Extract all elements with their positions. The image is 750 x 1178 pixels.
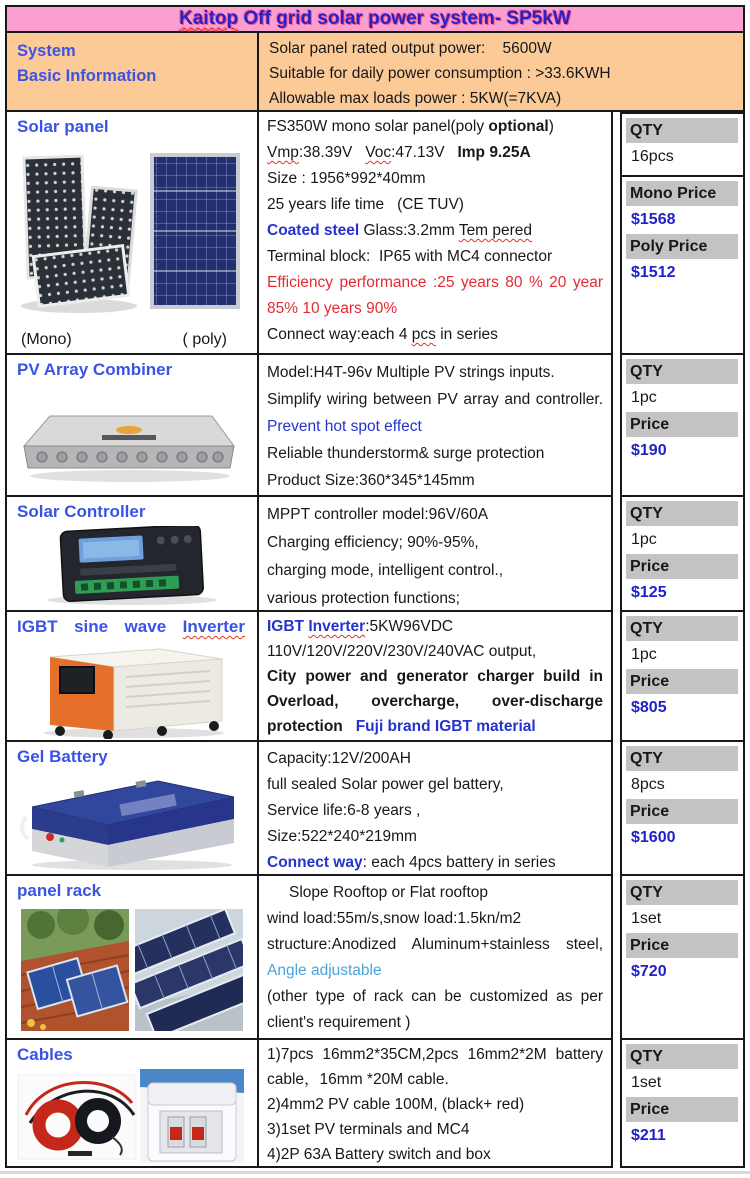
pv-combiner-cell [7, 355, 259, 495]
poly-caption: ( poly) [182, 331, 227, 348]
solar-panel-cell [7, 112, 259, 353]
row-label: Solar panel [17, 117, 109, 136]
spec-line-charger: City power and generator charger build in Overload, overcharge, over-discharge protection Fuji brand IGBT material [267, 668, 603, 735]
spec-line: Simplify wiring between PV array and controller. [267, 391, 603, 408]
pv-combiner-specs [259, 355, 611, 495]
price-value: $211 [631, 1127, 666, 1144]
inverter-qty-box [620, 612, 745, 742]
solar-controller-specs [259, 497, 611, 610]
info-label-line2: Basic Information [17, 67, 157, 85]
qty-header: QTY [626, 359, 738, 384]
spec-line: 1)7pcs 16mm2*35CM,2pcs 16mm2*2M battery cable，16mm *20M cable. [267, 1046, 603, 1088]
spec-line: structure:Anodized Aluminum+stainless steel, [267, 936, 603, 953]
solar-panels-imagewrap [7, 137, 257, 331]
spec-line: various protection functions; [267, 590, 460, 607]
spec-line: 25 years life time (CE TUV) [267, 196, 464, 213]
panel-rack-cell [7, 876, 259, 1038]
spec-line: (other type of rack can be customized as per client's requirement ) [267, 988, 603, 1031]
spec-line: Size:522*240*219mm [267, 828, 417, 845]
spec-line: Connect way:each 4 pcs in series [267, 326, 498, 343]
row-panel-rack [5, 876, 613, 1040]
qty-header: QTY [626, 746, 738, 771]
gel-battery-image [16, 771, 248, 871]
price-value: $125 [631, 584, 667, 601]
rack-qty-box [620, 876, 745, 1040]
battery-qty-box [620, 742, 745, 876]
qty-header: QTY [626, 1044, 738, 1069]
rack-photo-array [135, 909, 243, 1031]
solar-price-box [620, 177, 745, 355]
row-system-basic-information [5, 33, 745, 112]
inverter-cell [7, 612, 259, 740]
price-value: $1600 [631, 829, 676, 846]
page-edge [0, 1171, 750, 1174]
qty-value: 1pc [631, 389, 657, 406]
panel-captions [7, 331, 257, 353]
qty-price-column [620, 112, 745, 1168]
cables-qty-box [620, 1040, 745, 1168]
qty-value: 1pc [631, 646, 657, 663]
spec-line: Angle adjustable [267, 962, 382, 979]
spec-line: full sealed Solar power gel battery, [267, 776, 504, 793]
solar-controller-image [22, 526, 242, 606]
price-header: Poly Price [626, 234, 738, 259]
spec-line: 2)4mm2 PV cable 100M, (black+ red) [267, 1096, 525, 1113]
row-label: Solar Controller [17, 502, 146, 521]
rack-photos [7, 901, 257, 1038]
info-specs [259, 33, 743, 110]
price-value: $1512 [631, 264, 676, 281]
solar-panels-image [16, 151, 248, 317]
sheet-body [5, 5, 745, 1168]
pv-combiner-image [16, 390, 248, 486]
cables-cell [7, 1040, 259, 1166]
title-rest: Off grid solar power system- SP5kW [238, 8, 571, 29]
qty-header: QTY [626, 880, 738, 905]
qty-header: QTY [626, 501, 738, 526]
spec-line: wind load:55m/s,snow load:1.5kn/m2 [267, 910, 522, 927]
spec-line: Slope Rooftop or Flat rooftop [289, 884, 489, 901]
spec-line: IGBT Inverter:5KW96VDC [267, 618, 454, 635]
spec-line: Coated steel Glass:3.2mm Tem pered [267, 222, 533, 239]
spec-line: Product Size:360*345*145mm [267, 472, 475, 489]
solar-panel-specs [259, 112, 611, 353]
spec-line: Service life:6-8 years , [267, 802, 421, 819]
product-table [5, 112, 745, 1168]
spec-line: MPPT controller model:96V/60A [267, 506, 489, 523]
title-brand: Kaitop [179, 8, 239, 29]
info-line: Solar panel rated output power: 5600W [269, 40, 552, 57]
row-label: IGBT sine wave Inverter [17, 617, 245, 636]
price-header: Mono Price [626, 181, 738, 206]
price-header: Price [626, 412, 738, 437]
gel-battery-cell [7, 742, 259, 874]
combiner-qty-box [620, 355, 745, 497]
price-header: Price [626, 1097, 738, 1122]
spec-line: Reliable thunderstorm& surge protection [267, 445, 545, 462]
row-igbt-inverter [5, 612, 613, 742]
info-line: Allowable max loads power : 5KW(=7KVA) [269, 90, 562, 107]
qty-header: QTY [626, 118, 738, 143]
price-header: Price [626, 554, 738, 579]
info-label-line1: System [17, 42, 76, 60]
inverter-image [22, 639, 242, 739]
gel-battery-imagewrap [7, 767, 257, 874]
cables-imagewrap [7, 1065, 257, 1166]
spec-line: FS350W mono solar panel(poly optional) [267, 118, 554, 135]
solar-controller-imagewrap [7, 522, 257, 610]
pv-combiner-imagewrap [7, 380, 257, 495]
price-value: $805 [631, 699, 667, 716]
cables-specs [259, 1040, 611, 1166]
panel-rack-specs [259, 876, 611, 1038]
solar-controller-cell [7, 497, 259, 610]
inverter-imagewrap [7, 637, 257, 740]
row-label: PV Array Combiner [17, 360, 173, 379]
row-cables [5, 1040, 613, 1168]
qty-header: QTY [626, 616, 738, 641]
solar-qty-box [620, 112, 745, 177]
info-label [7, 33, 259, 110]
spec-line: Terminal block: IP65 with MC4 connector [267, 248, 553, 265]
column-gap [613, 112, 620, 1168]
qty-value: 1set [631, 1074, 662, 1091]
cables-image [16, 1067, 248, 1165]
row-label: Cables [17, 1045, 73, 1064]
mono-caption: (Mono) [21, 331, 72, 348]
spec-line: Charging efficiency; 90%-95%, [267, 534, 479, 551]
inverter-specs [259, 612, 611, 740]
spec-line: Model:H4T-96v Multiple PV strings inputs. [267, 364, 555, 381]
row-solar-panel [5, 112, 613, 355]
price-header: Price [626, 669, 738, 694]
controller-qty-box [620, 497, 745, 612]
info-line: Suitable for daily power consumption : >33.6KWH [269, 65, 611, 82]
price-value: $720 [631, 963, 667, 980]
price-header: Price [626, 933, 738, 958]
spec-line: 3)1set PV terminals and MC4 [267, 1121, 470, 1138]
gel-battery-specs [259, 742, 611, 874]
row-gel-battery [5, 742, 613, 876]
spec-line: 110V/120V/220V/230V/240VAC output, [267, 643, 537, 660]
spec-line: Connect way: each 4pcs battery in series [267, 854, 556, 871]
sheet-title [5, 5, 745, 33]
row-label: Gel Battery [17, 747, 108, 766]
main-columns [5, 112, 613, 1168]
spec-line: Vmp:38.39V Voc:47.13V Imp 9.25A [267, 144, 531, 161]
qty-value: 1pc [631, 531, 657, 548]
spec-line: Size : 1956*992*40mm [267, 170, 426, 187]
price-value: $190 [631, 442, 667, 459]
spec-line: charging mode, intelligent control., [267, 562, 504, 579]
rack-photo-roof [21, 909, 129, 1031]
row-label: panel rack [17, 881, 102, 900]
price-value: $1568 [631, 211, 676, 228]
spec-line: 4)2P 63A Battery switch and box [267, 1146, 491, 1163]
row-solar-controller [5, 497, 613, 612]
qty-value: 16pcs [631, 148, 674, 165]
qty-value: 1set [631, 910, 662, 927]
spec-line: Prevent hot spot effect [267, 418, 422, 435]
spec-line: Capacity:12V/200AH [267, 750, 411, 767]
row-pv-array-combiner [5, 355, 613, 497]
qty-value: 8pcs [631, 776, 665, 793]
price-header: Price [626, 799, 738, 824]
spec-line-efficiency: Efficiency performance :25 years 80 % 20 year 85% 10 years 90% [267, 274, 603, 317]
